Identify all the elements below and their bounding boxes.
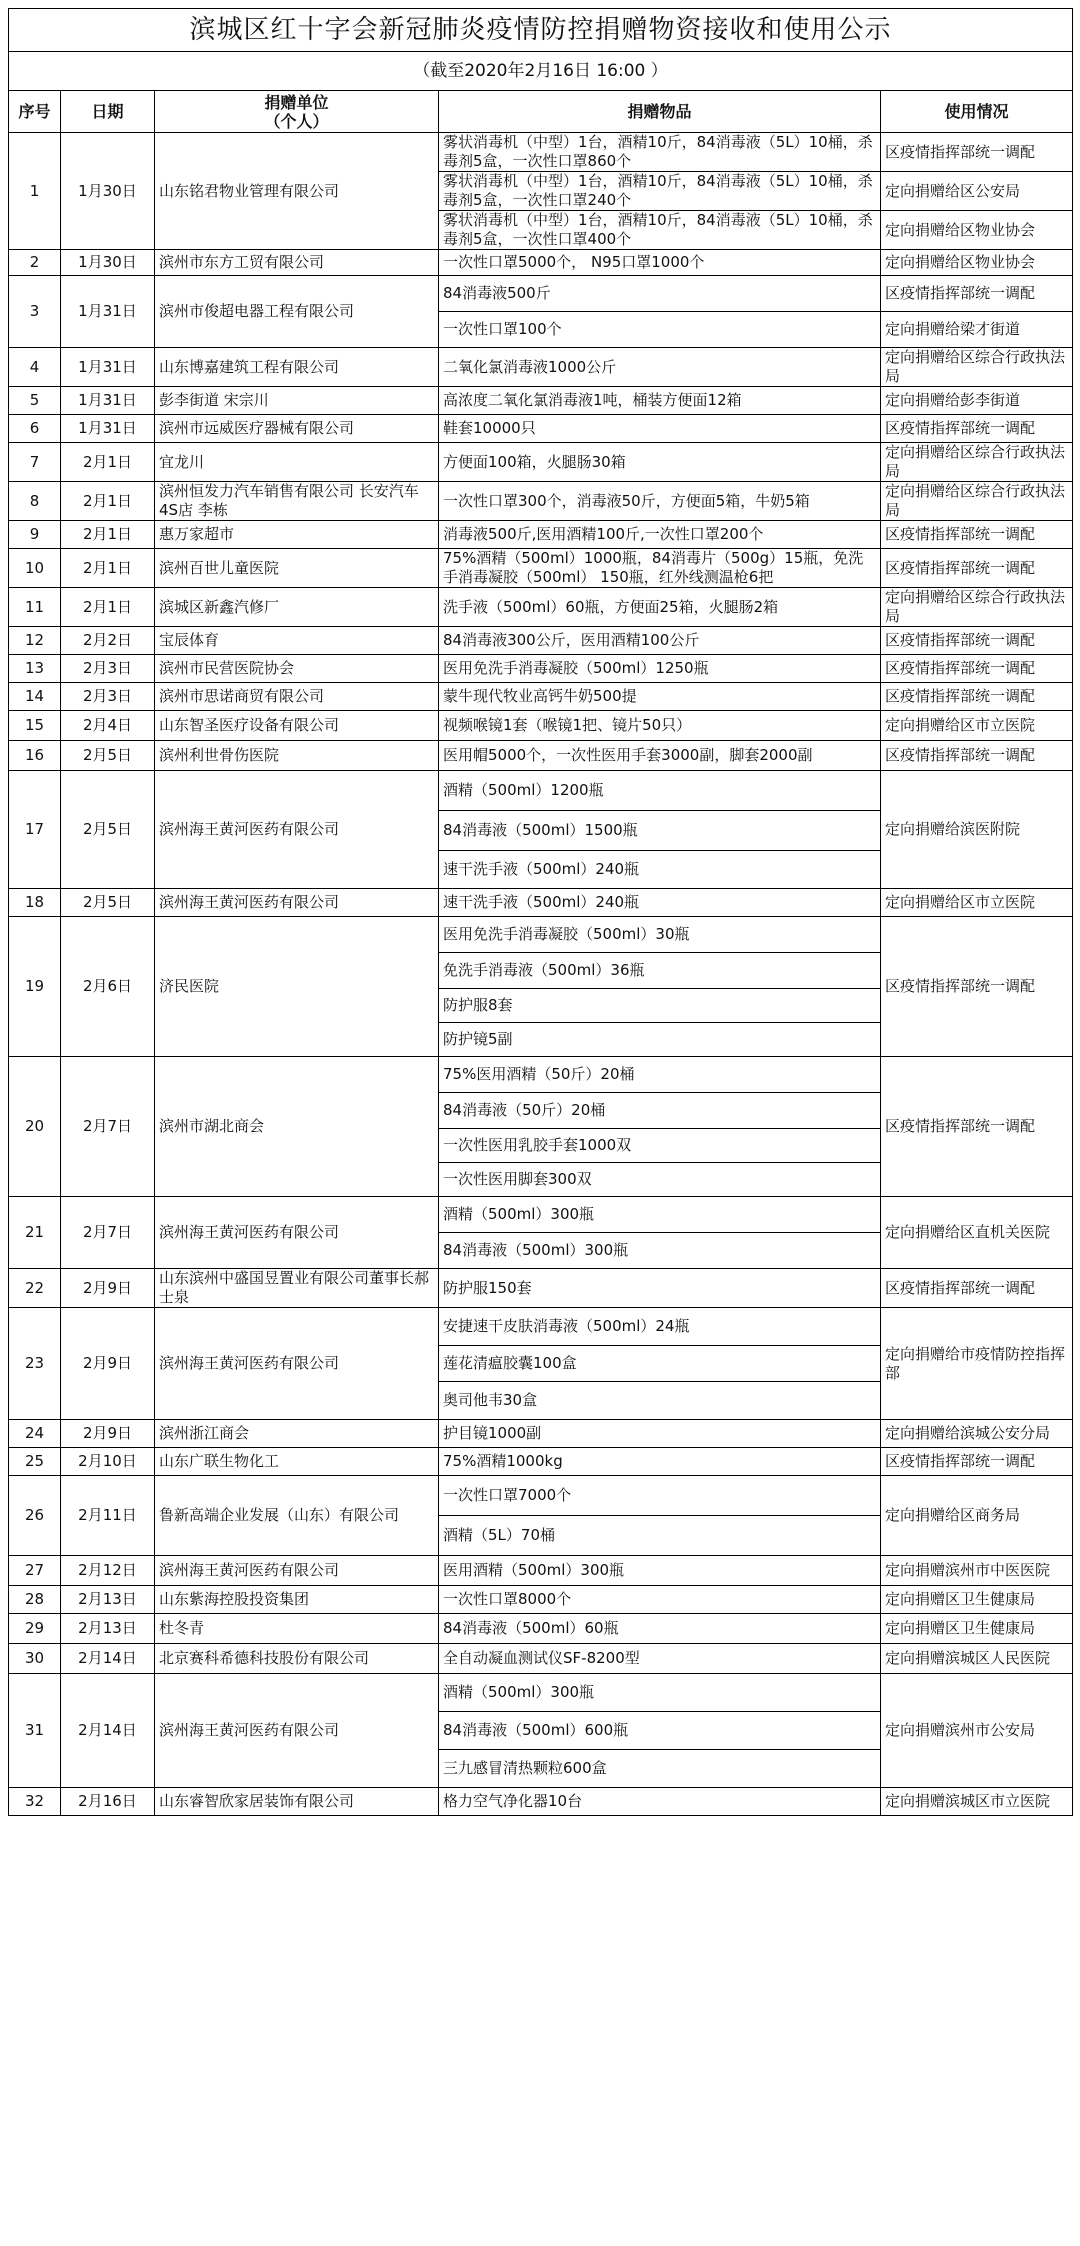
row-usage: 区疫情指挥部统一调配 <box>881 741 1073 771</box>
table-row <box>9 1674 1073 1712</box>
row-number: 2 <box>9 250 61 276</box>
row-number: 31 <box>9 1674 61 1788</box>
table-row <box>9 1614 1073 1644</box>
row-number: 27 <box>9 1556 61 1586</box>
table-row <box>9 588 1073 627</box>
row-date: 2月9日 <box>61 1308 155 1420</box>
row-date: 1月31日 <box>61 387 155 415</box>
row-number: 10 <box>9 549 61 588</box>
row-item: 一次性口罩300个，消毒液50斤，方便面5箱，牛奶5箱 <box>439 482 881 521</box>
row-donor: 滨州百世儿童医院 <box>155 549 439 588</box>
row-donor: 滨州海王黄河医药有限公司 <box>155 1197 439 1269</box>
row-date: 2月7日 <box>61 1197 155 1269</box>
row-usage: 定向捐赠滨城区市立医院 <box>881 1788 1073 1816</box>
table-row <box>9 711 1073 741</box>
row-number: 19 <box>9 917 61 1057</box>
row-usage: 区疫情指挥部统一调配 <box>881 276 1073 312</box>
row-item: 一次性口罩8000个 <box>439 1586 881 1614</box>
row-item: 酒精（500ml）300瓶 <box>439 1197 881 1233</box>
row-number: 20 <box>9 1057 61 1197</box>
row-date: 2月9日 <box>61 1420 155 1448</box>
row-item: 75%医用酒精（50斤）20桶 <box>439 1057 881 1093</box>
document <box>8 8 1072 1816</box>
row-usage: 定向捐赠给市疫情防控指挥部 <box>881 1308 1073 1420</box>
row-date: 2月13日 <box>61 1586 155 1614</box>
row-date: 2月12日 <box>61 1556 155 1586</box>
row-number: 18 <box>9 889 61 917</box>
row-usage: 定向捐赠给区综合行政执法局 <box>881 443 1073 482</box>
row-usage: 定向捐赠给区市立医院 <box>881 711 1073 741</box>
row-number: 21 <box>9 1197 61 1269</box>
row-date: 2月6日 <box>61 917 155 1057</box>
header-no: 序号 <box>9 91 61 133</box>
row-date: 1月30日 <box>61 250 155 276</box>
row-item: 75%酒精1000kg <box>439 1448 881 1476</box>
row-usage: 区疫情指挥部统一调配 <box>881 683 1073 711</box>
row-date: 2月14日 <box>61 1674 155 1788</box>
row-item: 医用免洗手消毒凝胶（500ml）1250瓶 <box>439 655 881 683</box>
row-date: 2月7日 <box>61 1057 155 1197</box>
row-date: 2月1日 <box>61 482 155 521</box>
row-number: 3 <box>9 276 61 348</box>
row-item: 方便面100箱，火腿肠30箱 <box>439 443 881 482</box>
table-row <box>9 443 1073 482</box>
row-date: 2月5日 <box>61 771 155 889</box>
row-item: 蒙牛现代牧业高钙牛奶500提 <box>439 683 881 711</box>
row-usage: 定向捐赠给滨城公安分局 <box>881 1420 1073 1448</box>
row-date: 2月9日 <box>61 1269 155 1308</box>
row-usage: 定向捐赠给区物业协会 <box>881 250 1073 276</box>
row-donor: 山东博嘉建筑工程有限公司 <box>155 348 439 387</box>
table-row <box>9 1586 1073 1614</box>
row-number: 13 <box>9 655 61 683</box>
row-donor: 滨州海王黄河医药有限公司 <box>155 1674 439 1788</box>
row-donor: 滨州市远威医疗器械有限公司 <box>155 415 439 443</box>
row-number: 12 <box>9 627 61 655</box>
row-usage: 定向捐赠滨州市中医医院 <box>881 1556 1073 1586</box>
row-item: 一次性医用脚套300双 <box>439 1163 881 1197</box>
row-donor: 北京赛科希德科技股份有限公司 <box>155 1644 439 1674</box>
row-item: 三九感冒清热颗粒600盒 <box>439 1750 881 1788</box>
row-number: 32 <box>9 1788 61 1816</box>
row-usage: 区疫情指挥部统一调配 <box>881 415 1073 443</box>
row-item: 奥司他韦30盒 <box>439 1382 881 1420</box>
row-donor: 滨城区新鑫汽修厂 <box>155 588 439 627</box>
header-donor-sub: （个人） <box>264 111 329 131</box>
row-number: 28 <box>9 1586 61 1614</box>
row-item: 鞋套10000只 <box>439 415 881 443</box>
page-subtitle: （截至2020年2月16日 16:00 ） <box>9 52 1073 91</box>
row-date: 2月3日 <box>61 683 155 711</box>
row-usage: 定向捐赠给区综合行政执法局 <box>881 482 1073 521</box>
row-donor: 滨州市思诺商贸有限公司 <box>155 683 439 711</box>
row-item: 格力空气净化器10台 <box>439 1788 881 1816</box>
row-donor: 滨州利世骨伤医院 <box>155 741 439 771</box>
row-date: 2月4日 <box>61 711 155 741</box>
row-usage: 定向捐赠给区商务局 <box>881 1476 1073 1556</box>
row-number: 26 <box>9 1476 61 1556</box>
row-item: 一次性口罩7000个 <box>439 1476 881 1516</box>
row-donor: 惠万家超市 <box>155 521 439 549</box>
page-title: 滨城区红十字会新冠肺炎疫情防控捐赠物资接收和使用公示 <box>9 9 1073 52</box>
row-donor: 滨州海王黄河医药有限公司 <box>155 889 439 917</box>
row-item: 84消毒液300公斤，医用酒精100公斤 <box>439 627 881 655</box>
row-number: 30 <box>9 1644 61 1674</box>
row-date: 2月1日 <box>61 549 155 588</box>
row-date: 2月13日 <box>61 1614 155 1644</box>
table-row <box>9 250 1073 276</box>
row-number: 14 <box>9 683 61 711</box>
table-row <box>9 1269 1073 1308</box>
row-number: 5 <box>9 387 61 415</box>
row-donor: 滨州海王黄河医药有限公司 <box>155 1556 439 1586</box>
row-donor: 山东睿智欣家居装饰有限公司 <box>155 1788 439 1816</box>
table-row <box>9 276 1073 312</box>
row-item: 消毒液500斤,医用酒精100斤,一次性口罩200个 <box>439 521 881 549</box>
row-item: 84消毒液（500ml）300瓶 <box>439 1233 881 1269</box>
row-date: 2月10日 <box>61 1448 155 1476</box>
table-row <box>9 1308 1073 1346</box>
row-date: 1月31日 <box>61 276 155 348</box>
row-donor: 济民医院 <box>155 917 439 1057</box>
row-number: 7 <box>9 443 61 482</box>
row-item: 雾状消毒机（中型）1台，酒精10斤，84消毒液（5L）10桶，杀毒剂5盒，一次性口罩860个 <box>439 133 881 172</box>
row-usage: 定向捐赠给彭李街道 <box>881 387 1073 415</box>
row-item: 护目镜1000副 <box>439 1420 881 1448</box>
table-row <box>9 1476 1073 1516</box>
row-date: 2月1日 <box>61 588 155 627</box>
table-row <box>9 348 1073 387</box>
row-item: 84消毒液（50斤）20桶 <box>439 1093 881 1129</box>
row-usage: 定向捐赠区卫生健康局 <box>881 1614 1073 1644</box>
table-row <box>9 917 1073 953</box>
row-item: 高浓度二氧化氯消毒液1吨，桶装方便面12箱 <box>439 387 881 415</box>
row-donor: 宝辰体育 <box>155 627 439 655</box>
table-row <box>9 655 1073 683</box>
row-usage: 区疫情指挥部统一调配 <box>881 917 1073 1057</box>
row-item: 医用帽5000个，一次性医用手套3000副，脚套2000副 <box>439 741 881 771</box>
row-item: 84消毒液500斤 <box>439 276 881 312</box>
row-donor: 滨州海王黄河医药有限公司 <box>155 771 439 889</box>
row-item: 免洗手消毒液（500ml）36瓶 <box>439 953 881 989</box>
row-date: 2月5日 <box>61 741 155 771</box>
row-usage: 区疫情指挥部统一调配 <box>881 1448 1073 1476</box>
table-row <box>9 741 1073 771</box>
table-row <box>9 1197 1073 1233</box>
row-number: 23 <box>9 1308 61 1420</box>
row-usage: 定向捐赠给滨医附院 <box>881 771 1073 889</box>
table-row <box>9 627 1073 655</box>
row-number: 1 <box>9 133 61 250</box>
row-item: 84消毒液（500ml）600瓶 <box>439 1712 881 1750</box>
row-date: 2月5日 <box>61 889 155 917</box>
row-number: 6 <box>9 415 61 443</box>
row-item: 防护服150套 <box>439 1269 881 1308</box>
row-donor: 鲁新高端企业发展（山东）有限公司 <box>155 1476 439 1556</box>
header-date: 日期 <box>61 91 155 133</box>
row-date: 1月31日 <box>61 415 155 443</box>
row-date: 2月14日 <box>61 1644 155 1674</box>
row-donor: 滨州市民营医院协会 <box>155 655 439 683</box>
header-usage: 使用情况 <box>881 91 1073 133</box>
row-donor: 滨州浙江商会 <box>155 1420 439 1448</box>
table-row <box>9 771 1073 811</box>
row-donor: 山东铭君物业管理有限公司 <box>155 133 439 250</box>
row-usage: 区疫情指挥部统一调配 <box>881 1057 1073 1197</box>
row-usage: 定向捐赠区卫生健康局 <box>881 1586 1073 1614</box>
row-donor: 山东智圣医疗设备有限公司 <box>155 711 439 741</box>
row-usage: 定向捐赠给区物业协会 <box>881 211 1073 250</box>
row-item: 酒精（500ml）1200瓶 <box>439 771 881 811</box>
header-items: 捐赠物品 <box>439 91 881 133</box>
row-usage: 定向捐赠给梁才街道 <box>881 312 1073 348</box>
row-number: 9 <box>9 521 61 549</box>
row-usage: 区疫情指挥部统一调配 <box>881 655 1073 683</box>
row-number: 15 <box>9 711 61 741</box>
row-usage: 区疫情指挥部统一调配 <box>881 549 1073 588</box>
row-date: 2月3日 <box>61 655 155 683</box>
table-row <box>9 387 1073 415</box>
row-number: 4 <box>9 348 61 387</box>
row-item: 医用酒精（500ml）300瓶 <box>439 1556 881 1586</box>
row-usage: 区疫情指挥部统一调配 <box>881 1269 1073 1308</box>
row-usage: 定向捐赠给区综合行政执法局 <box>881 588 1073 627</box>
row-number: 16 <box>9 741 61 771</box>
row-donor: 宜龙川 <box>155 443 439 482</box>
table-row <box>9 521 1073 549</box>
row-number: 24 <box>9 1420 61 1448</box>
row-item: 医用免洗手消毒凝胶（500ml）30瓶 <box>439 917 881 953</box>
table-row <box>9 1788 1073 1816</box>
table-row <box>9 1448 1073 1476</box>
row-item: 防护服8套 <box>439 989 881 1023</box>
row-item: 一次性口罩5000个， N95口罩1000个 <box>439 250 881 276</box>
row-item: 酒精（5L）70桶 <box>439 1516 881 1556</box>
row-item: 莲花清瘟胶囊100盒 <box>439 1346 881 1382</box>
row-usage: 定向捐赠滨州市公安局 <box>881 1674 1073 1788</box>
header-donor-label: 捐赠单位 <box>264 92 329 112</box>
table-row <box>9 1644 1073 1674</box>
table-row <box>9 683 1073 711</box>
row-usage: 区疫情指挥部统一调配 <box>881 521 1073 549</box>
row-item: 全自动凝血测试仪SF-8200型 <box>439 1644 881 1674</box>
row-item: 雾状消毒机（中型）1台，酒精10斤，84消毒液（5L）10桶，杀毒剂5盒，一次性口罩240个 <box>439 172 881 211</box>
row-number: 8 <box>9 482 61 521</box>
row-donor: 山东滨州中盛国昱置业有限公司董事长郝士泉 <box>155 1269 439 1308</box>
row-item: 视频喉镜1套（喉镜1把、镜片50只） <box>439 711 881 741</box>
table-row <box>9 889 1073 917</box>
row-donor: 滨州海王黄河医药有限公司 <box>155 1308 439 1420</box>
row-donor: 滨州市湖北商会 <box>155 1057 439 1197</box>
donation-table <box>8 8 1073 1816</box>
row-donor: 杜冬青 <box>155 1614 439 1644</box>
row-number: 25 <box>9 1448 61 1476</box>
row-donor: 滨州市东方工贸有限公司 <box>155 250 439 276</box>
row-number: 22 <box>9 1269 61 1308</box>
row-item: 84消毒液（500ml）60瓶 <box>439 1614 881 1644</box>
table-row <box>9 415 1073 443</box>
row-date: 1月30日 <box>61 133 155 250</box>
row-item: 一次性口罩100个 <box>439 312 881 348</box>
row-item: 防护镜5副 <box>439 1023 881 1057</box>
table-row <box>9 133 1073 172</box>
table-row <box>9 1057 1073 1093</box>
row-date: 2月1日 <box>61 521 155 549</box>
row-date: 2月2日 <box>61 627 155 655</box>
row-date: 2月16日 <box>61 1788 155 1816</box>
row-number: 17 <box>9 771 61 889</box>
header-donor <box>155 91 439 133</box>
row-number: 29 <box>9 1614 61 1644</box>
row-item: 二氧化氯消毒液1000公斤 <box>439 348 881 387</box>
row-donor: 彭李街道 宋宗川 <box>155 387 439 415</box>
row-item: 一次性医用乳胶手套1000双 <box>439 1129 881 1163</box>
table-row <box>9 482 1073 521</box>
row-item: 速干洗手液（500ml）240瓶 <box>439 889 881 917</box>
row-item: 84消毒液（500ml）1500瓶 <box>439 811 881 851</box>
row-item: 酒精（500ml）300瓶 <box>439 1674 881 1712</box>
row-number: 11 <box>9 588 61 627</box>
row-item: 75%酒精（500ml）1000瓶，84消毒片（500g）15瓶，免洗手消毒凝胶（500ml） 150瓶，红外线测温枪6把 <box>439 549 881 588</box>
row-item: 速干洗手液（500ml）240瓶 <box>439 851 881 889</box>
row-donor: 山东紫海控股投资集团 <box>155 1586 439 1614</box>
row-usage: 区疫情指挥部统一调配 <box>881 133 1073 172</box>
row-donor: 滨州市俊超电器工程有限公司 <box>155 276 439 348</box>
table-row <box>9 1556 1073 1586</box>
row-usage: 定向捐赠给区公安局 <box>881 172 1073 211</box>
row-item: 安捷速干皮肤消毒液（500ml）24瓶 <box>439 1308 881 1346</box>
row-usage: 定向捐赠给区综合行政执法局 <box>881 348 1073 387</box>
row-date: 2月1日 <box>61 443 155 482</box>
table-row <box>9 1420 1073 1448</box>
row-usage: 定向捐赠给区市立医院 <box>881 889 1073 917</box>
row-usage: 区疫情指挥部统一调配 <box>881 627 1073 655</box>
row-usage: 定向捐赠滨城区人民医院 <box>881 1644 1073 1674</box>
row-usage: 定向捐赠给区直机关医院 <box>881 1197 1073 1269</box>
row-date: 2月11日 <box>61 1476 155 1556</box>
row-item: 洗手液（500ml）60瓶，方便面25箱，火腿肠2箱 <box>439 588 881 627</box>
header-row <box>9 91 1073 133</box>
row-donor: 滨州恒发力汽车销售有限公司 长安汽车4S店 李栋 <box>155 482 439 521</box>
table-row <box>9 549 1073 588</box>
row-date: 1月31日 <box>61 348 155 387</box>
row-item: 雾状消毒机（中型）1台，酒精10斤，84消毒液（5L）10桶，杀毒剂5盒，一次性口罩400个 <box>439 211 881 250</box>
row-donor: 山东广联生物化工 <box>155 1448 439 1476</box>
